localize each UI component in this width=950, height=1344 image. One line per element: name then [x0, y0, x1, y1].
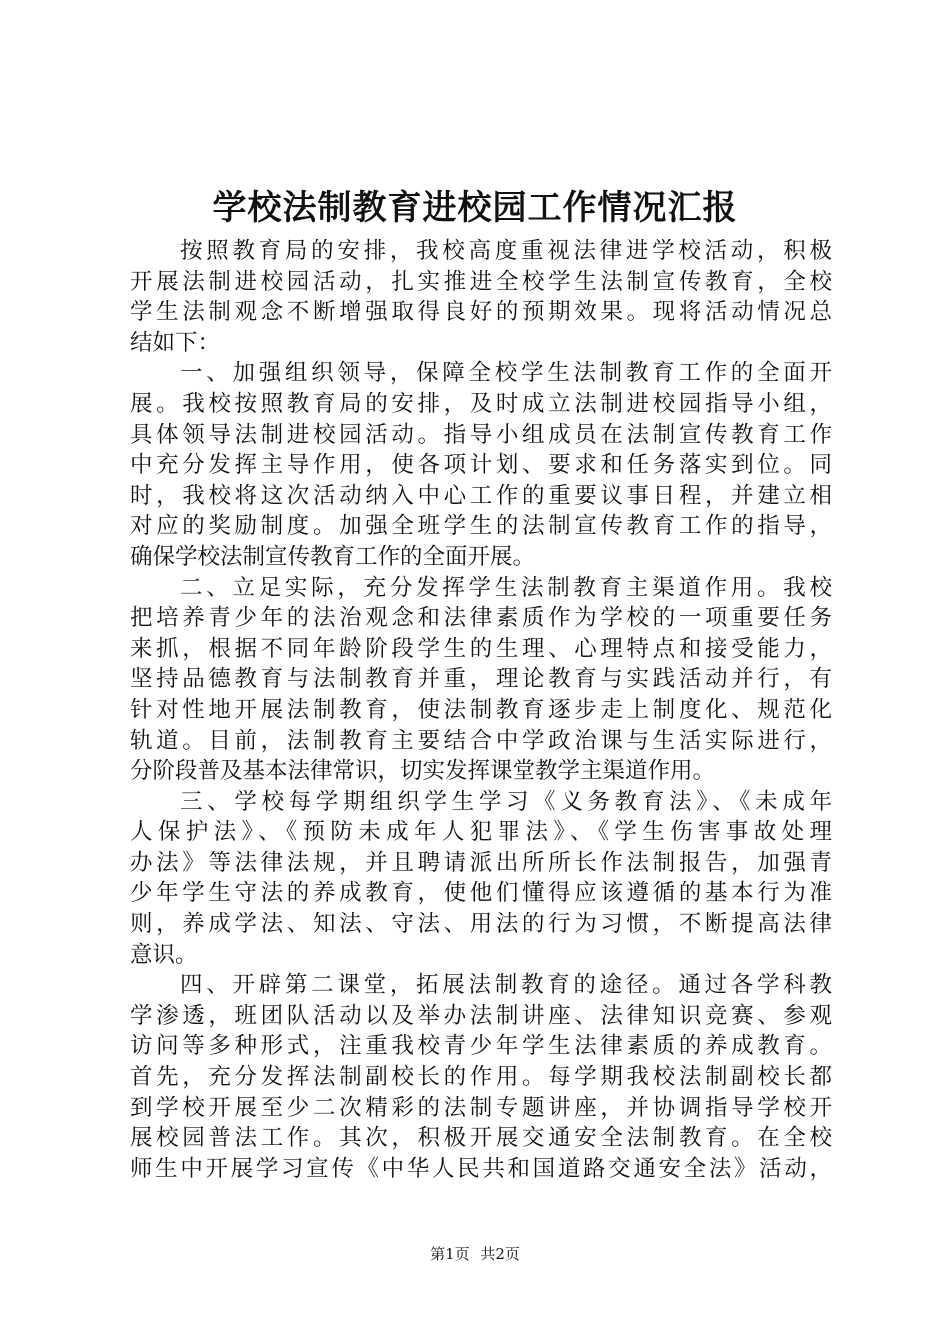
- text-line: 学生法制观念不断增强取得良好的预期效果。现将活动情况总: [130, 299, 832, 326]
- text-line: 分阶段普及基本法律常识，切实发挥课堂教学主渠道作用。: [130, 758, 716, 785]
- text-line: 二、立足实际，充分发挥学生法制教育主渠道作用。我校: [180, 574, 832, 601]
- text-line: 意识。: [130, 941, 198, 968]
- text-line: 结如下：: [130, 329, 221, 356]
- text-line: 三、学校每学期组织学生学习《义务教育法》、《未成年: [180, 788, 832, 815]
- text-line: 一、加强组织领导，保障全校学生法制教育工作的全面开: [180, 360, 832, 387]
- text-line: 则，养成学法、知法、守法、用法的行为习惯，不断提高法律: [130, 911, 832, 938]
- text-line: 针对性地开展法制教育，使法制教育逐步走上制度化、规范化: [130, 696, 832, 723]
- text-line: 首先，充分发挥法制副校长的作用。每学期我校法制副校长都: [130, 1064, 832, 1091]
- text-line: 办法》等法律法规，并且聘请派出所所长作法制报告，加强青: [130, 849, 832, 876]
- text-line: 具体领导法制进校园活动。指导小组成员在法制宣传教育工作: [130, 421, 832, 448]
- page-number: 第1页: [430, 1245, 470, 1263]
- text-line: 四、开辟第二课堂，拓展法制教育的途径。通过各学科教: [180, 972, 832, 999]
- text-line: 开展法制进校园活动，扎实推进全校学生法制宣传教育，全校: [130, 268, 832, 295]
- text-line: 师生中开展学习宣传《中华人民共和国道路交通安全法》活动，: [130, 1155, 832, 1182]
- document-title: 学校法制教育进校园工作情况汇报: [212, 188, 738, 228]
- text-line: 少年学生守法的养成教育，使他们懂得应该遵循的基本行为准: [130, 880, 832, 907]
- text-line: 把培养青少年的法治观念和法律素质作为学校的一项重要任务: [130, 605, 832, 632]
- text-line: 访问等多种形式，注重我校青少年学生法律素质的养成教育。: [130, 1033, 832, 1060]
- text-line: 学渗透，班团队活动以及举办法制讲座、法律知识竞赛、参观: [130, 1002, 832, 1029]
- text-line: 对应的奖励制度。加强全班学生的法制宣传教育工作的指导，: [130, 513, 832, 540]
- page-total: 共2页: [480, 1245, 520, 1263]
- text-line: 中充分发挥主导作用，使各项计划、要求和任务落实到位。同: [130, 452, 832, 479]
- text-line: 按照教育局的安排，我校高度重视法律进学校活动，积极: [180, 238, 832, 264]
- text-line: 坚持品德教育与法制教育并重，理论教育与实践活动并行，有: [130, 666, 832, 693]
- document-body: [130, 236, 832, 1184]
- text-line: 人保护法》、《预防未成年人犯罪法》、《学生伤害事故处理: [130, 819, 832, 846]
- text-line: 轨道。目前，法制教育主要结合中学政治课与生活实际进行，: [130, 727, 832, 754]
- text-line: 时，我校将这次活动纳入中心工作的重要议事日程，并建立相: [130, 482, 832, 509]
- text-line: 展。我校按照教育局的安排，及时成立法制进校园指导小组，: [130, 390, 832, 417]
- text-line: 展校园普法工作。其次，积极开展交通安全法制教育。在全校: [130, 1125, 832, 1152]
- text-line: 确保学校法制宣传教育工作的全面开展。: [130, 543, 536, 570]
- text-line: 到学校开展至少二次精彩的法制专题讲座，并协调指导学校开: [130, 1094, 832, 1121]
- text-line: 来抓，根据不同年龄阶段学生的生理、心理特点和接受能力，: [130, 635, 832, 662]
- page-footer: [0, 1244, 950, 1264]
